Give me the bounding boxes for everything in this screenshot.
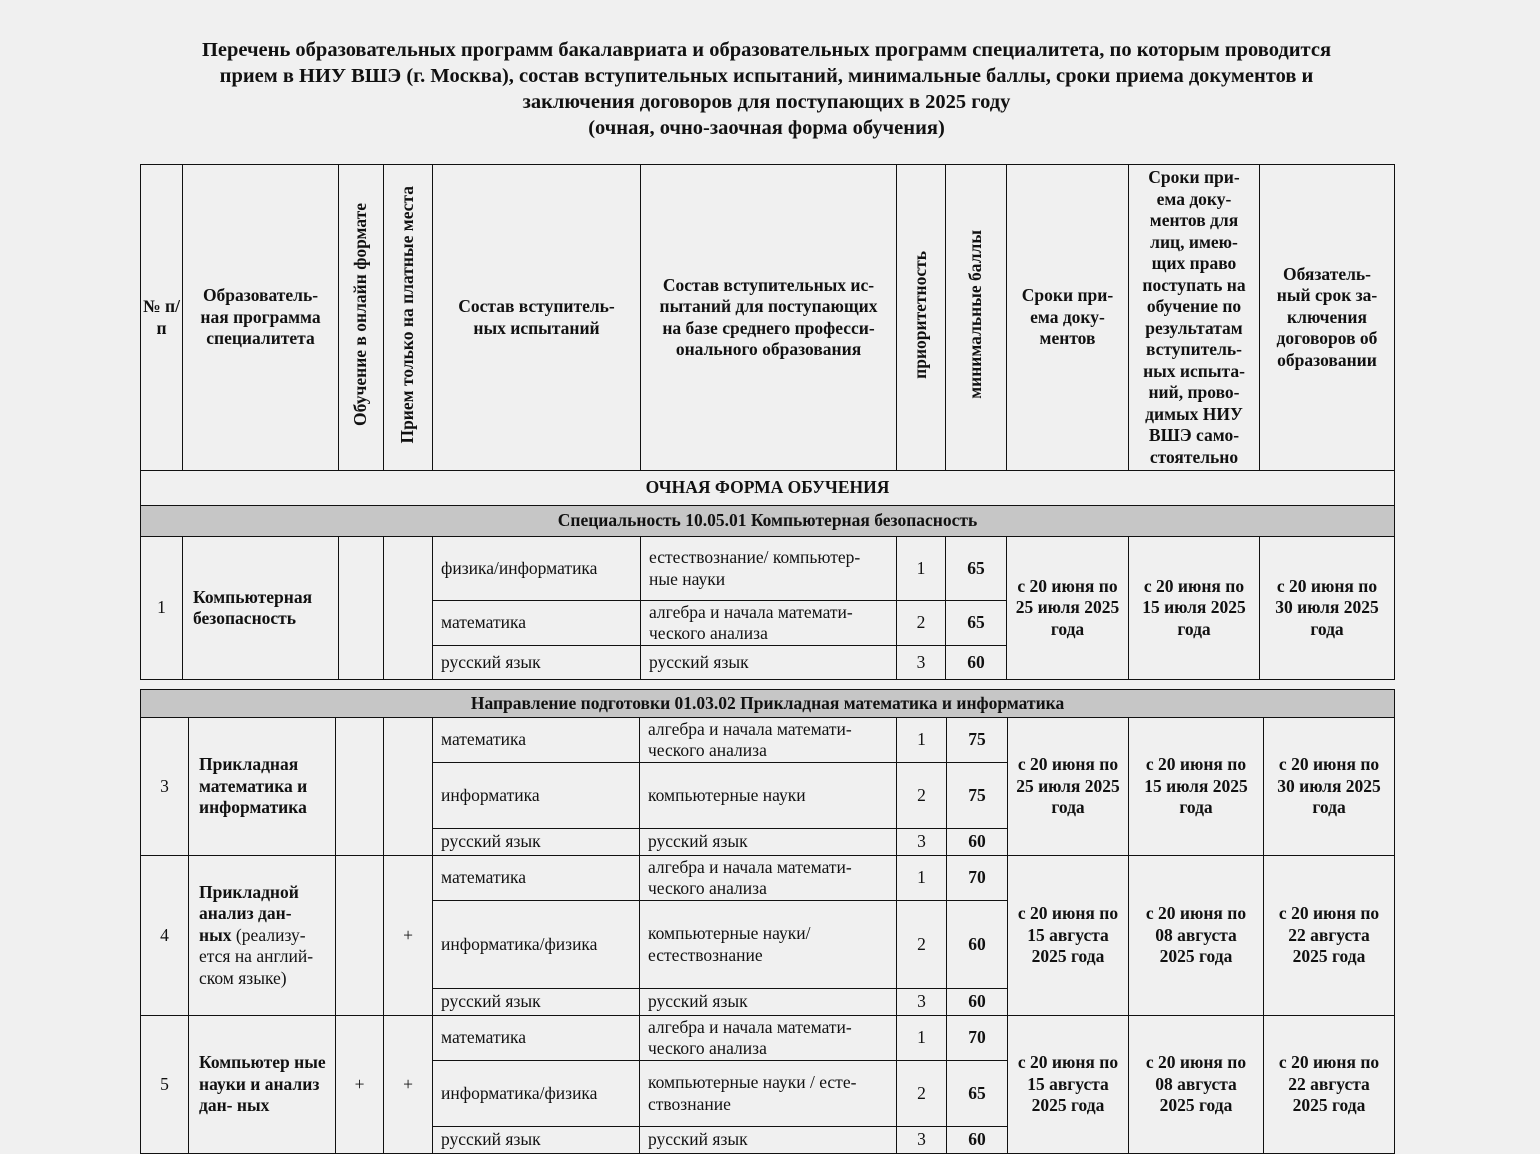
score-cell: 75 [947,763,1008,829]
row-program: Прикладная математика и информатика [189,718,336,856]
header-contract: Обязатель- ный срок за- ключения договоров об образовании [1260,165,1395,471]
specialty-heading: Специальность 10.05.01 Компьютерная безопасность [141,506,1395,537]
exam-cell: математика [433,1016,640,1061]
priority-cell: 3 [897,989,947,1016]
admission-table-bottom [140,689,1395,1154]
exam-cell: русский язык [433,989,640,1016]
header-online-text: Обучение в онлайн формате [350,203,371,427]
header-deadline-internal: Сроки при- ема доку- ментов для лиц, имею- щих право поступать на обучение по результатам вступитель- ных испыта- ний, прово- димых НИУ ВШЭ само- стоятельно [1129,165,1260,471]
priority-cell: 3 [897,646,946,680]
score-cell: 70 [947,1016,1008,1061]
exam-cell: физика/информатика [433,537,641,601]
header-min-score [946,165,1007,471]
row-paid [384,718,433,856]
exam-cell: русский язык [433,829,640,856]
row-paid: + [384,856,433,1016]
contract-cell: с 20 июня по 22 августа 2025 года [1264,1016,1395,1154]
header-min-score-text: минимальные баллы [965,230,986,400]
priority-cell: 1 [897,856,947,901]
row-paid [384,537,433,680]
row-program-title: Прикладной анализ дан- ных [199,881,299,945]
exam-cell: информатика [433,763,640,829]
exam-cell: русский язык [433,1127,640,1154]
exam-spo-cell: русский язык [640,989,897,1016]
row-program-note: (реализу- ется на англий- ском языке) [199,924,314,988]
header-num: № п/ п [141,165,183,471]
row-paid: + [384,1016,433,1154]
score-cell: 60 [947,989,1008,1016]
exam-spo-cell: русский язык [641,646,897,680]
admission-table-top [140,164,1395,680]
row-num: 4 [141,856,189,1016]
row-num: 3 [141,718,189,856]
deadline-cell: с 20 июня по 25 июля 2025 года [1007,537,1129,680]
exam-spo-cell: русский язык [640,1127,897,1154]
score-cell: 60 [947,829,1008,856]
exam-cell: информатика/физика [433,1061,640,1127]
exam-spo-cell: компьютерные науки / есте- ствознание [640,1061,897,1127]
deadline-internal-cell: с 20 июня по 08 августа 2025 года [1129,856,1264,1016]
header-paid [384,165,433,471]
header-priority-text: приоритетность [910,250,931,379]
exam-spo-cell: компьютерные науки [640,763,897,829]
title-line-1: Перечень образовательных программ бакалавриата и образовательных программ специалитета, по которым проводится [201,39,1332,61]
exam-spo-cell: русский язык [640,829,897,856]
score-cell: 70 [947,856,1008,901]
title-line-4: (очная, очно-заочная форма обучения) [588,117,945,139]
exam-spo-cell: алгебра и начала математи- ческого анализа [641,601,897,646]
row-program [189,856,336,1016]
exam-spo-cell: алгебра и начала математи- ческого анализа [640,1016,897,1061]
row-online [336,718,384,856]
header-priority [897,165,946,471]
priority-cell: 2 [897,763,947,829]
table-header-row [141,165,1395,471]
row-num: 5 [141,1016,189,1154]
priority-cell: 2 [897,601,946,646]
direction-heading-row [141,690,1395,718]
exam-spo-cell: компьютерные науки/естествознание [640,901,897,989]
table-row [141,718,1395,763]
score-cell: 65 [947,1061,1008,1127]
exam-spo-cell: алгебра и начала математи- ческого анализа [640,856,897,901]
score-cell: 60 [946,646,1007,680]
row-online [336,856,384,1016]
row-program: Компьютерная безопасность [183,537,339,680]
row-program: Компьютер ные науки и анализ дан- ных [189,1016,336,1154]
contract-cell: с 20 июня по 30 июля 2025 года [1264,718,1395,856]
score-cell: 65 [946,601,1007,646]
deadline-cell: с 20 июня по 15 августа 2025 года [1008,1016,1129,1154]
contract-cell: с 20 июня по 30 июля 2025 года [1260,537,1395,680]
title-line-3: заключения договоров для поступающих в 2025 году [522,91,1011,113]
score-cell: 65 [946,537,1007,601]
header-online [339,165,384,471]
table-row [141,1016,1395,1061]
priority-cell: 3 [897,1127,947,1154]
row-num: 1 [141,537,183,680]
priority-cell: 1 [897,1016,947,1061]
exam-cell: математика [433,718,640,763]
score-cell: 60 [947,901,1008,989]
deadline-cell: с 20 июня по 15 августа 2025 года [1008,856,1129,1016]
deadline-internal-cell: с 20 июня по 15 июля 2025 года [1129,537,1260,680]
header-exams: Состав вступитель- ных испытаний [433,165,641,471]
priority-cell: 1 [897,537,946,601]
contract-cell: с 20 июня по 22 августа 2025 года [1264,856,1395,1016]
title-line-2: прием в НИУ ВШЭ (г. Москва), состав вступительных испытаний, минимальные баллы, сроки приема документов и [219,65,1314,87]
specialty-heading-row [141,506,1395,537]
table-row [141,537,1395,601]
exam-cell: математика [433,856,640,901]
header-program: Образователь- ная программа специалитета [183,165,339,471]
priority-cell: 1 [897,718,947,763]
row-online: + [336,1016,384,1154]
exam-cell: русский язык [433,646,641,680]
table-row [141,856,1395,901]
header-exams-spo: Состав вступительных ис- пытаний для поступающих на базе среднего професси- онального образования [641,165,897,471]
priority-cell: 2 [897,1061,947,1127]
exam-cell: математика [433,601,641,646]
score-cell: 60 [947,1127,1008,1154]
header-paid-text: Прием только на платные места [397,185,418,444]
deadline-internal-cell: с 20 июня по 15 июля 2025 года [1129,718,1264,856]
exam-spo-cell: алгебра и начала математи- ческого анализа [640,718,897,763]
document-title [100,37,1433,141]
form-heading: ОЧНАЯ ФОРМА ОБУЧЕНИЯ [141,471,1395,506]
header-deadline: Сроки при- ема доку- ментов [1007,165,1129,471]
form-heading-row [141,471,1395,506]
score-cell: 75 [947,718,1008,763]
priority-cell: 3 [897,829,947,856]
exam-cell: информатика/физика [433,901,640,989]
deadline-internal-cell: с 20 июня по 08 августа 2025 года [1129,1016,1264,1154]
row-online [339,537,384,680]
direction-heading: Направление подготовки 01.03.02 Прикладная математика и информатика [141,690,1395,718]
exam-spo-cell: естествознание/ компьютер- ные науки [641,537,897,601]
priority-cell: 2 [897,901,947,989]
deadline-cell: с 20 июня по 25 июля 2025 года [1008,718,1129,856]
